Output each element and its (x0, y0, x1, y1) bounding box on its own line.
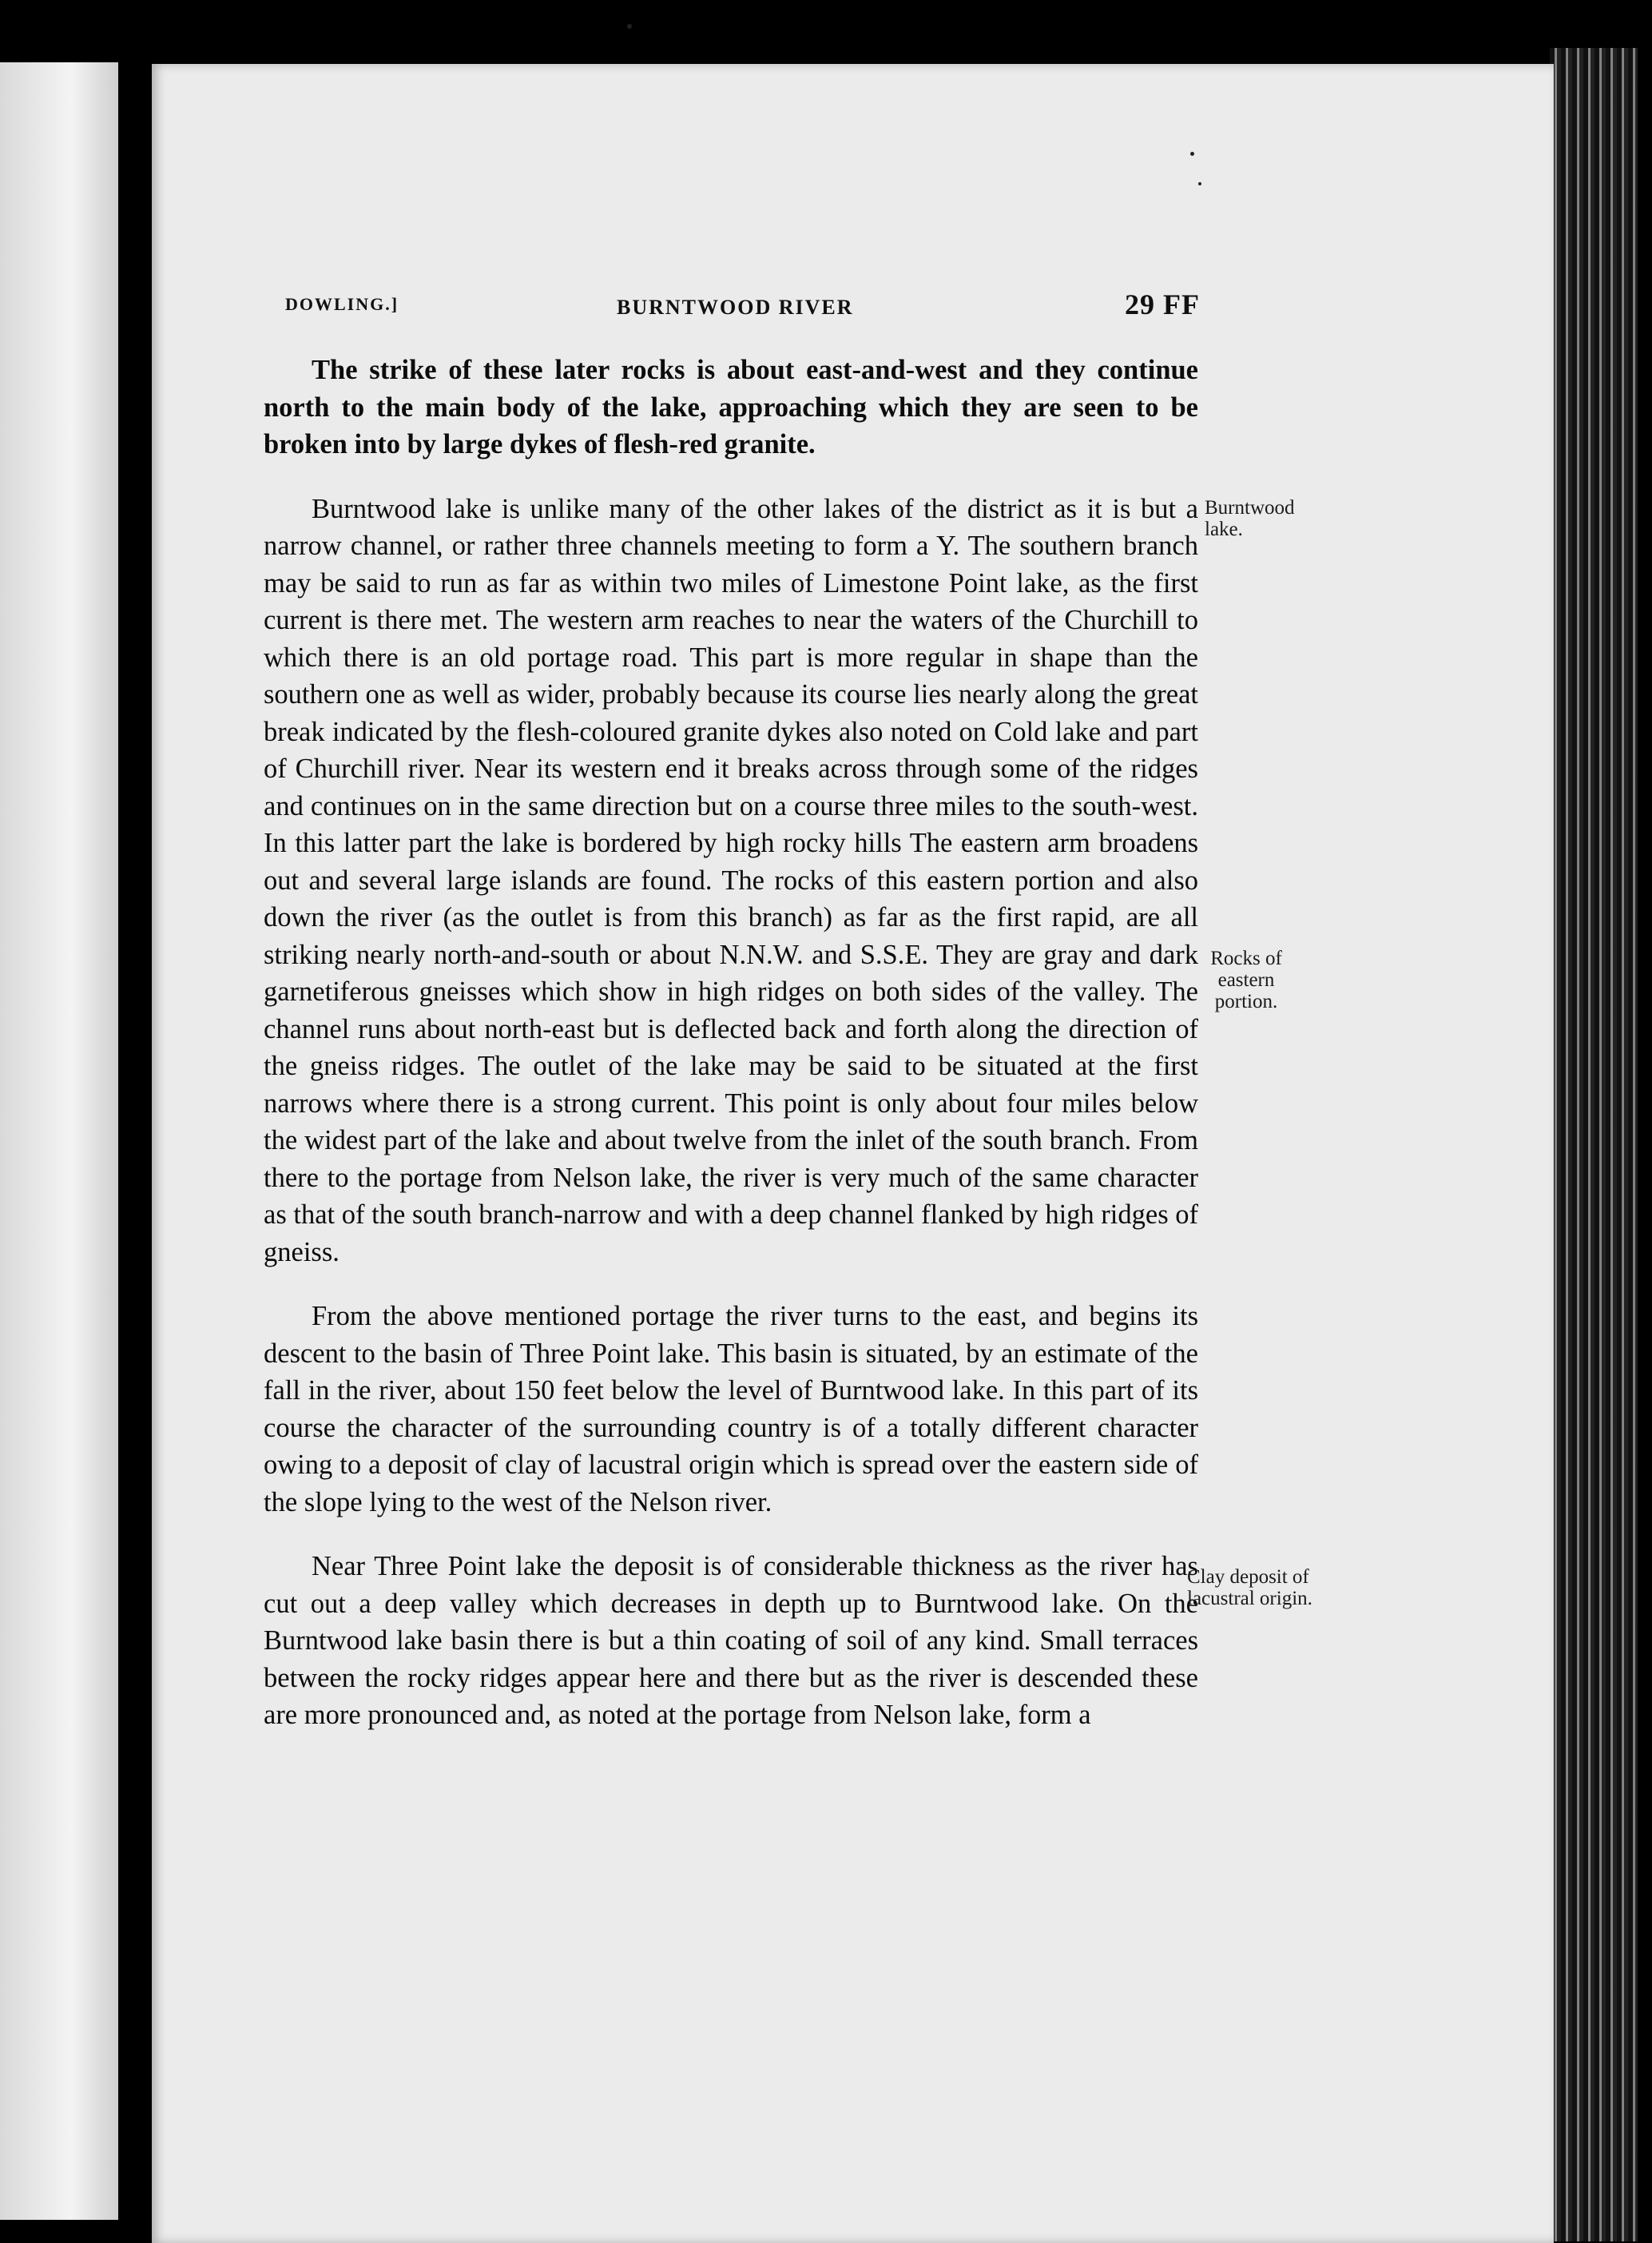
paragraph: Burntwood lake is unlike many of the other lakes of the district as it is but a narrow channel, or rather three channels meeting to form a Y. The southern branch may be said to run as far as within two miles of Limestone Point lake, as the first current is there met. The western arm reaches to near the waters of the Churchill to which there is an old portage road. This part is more regular in shape than the southern one as well as wider, probably because its course lies nearly along the great break indicated by the flesh-coloured granite dykes also noted on Cold lake and part of Churchill river. Near its western end it breaks across through some of the ridges and continues on in the same direction but on a course three miles to the south-west. In this latter part the lake is bordered by high rocky hills The eastern arm broadens out and several large islands are found. The rocks of this eastern portion and also down the river (as the outlet is from this branch) as far as the first rapid, are all striking nearly north-and-south or about N.N.W. and S.S.E. They are gray and dark garnetiferous gneisses which show in high ridges on both sides of the valley. The channel runs about north-east but is deflected back and forth along the direction of the gneiss ridges. The outlet of the lake may be said to be situated at the first narrows where there is a strong current. This point is only about four miles below the widest part of the lake and about twelve from the inlet of the south branch. From there to the portage from Nelson lake, the river is very much of the same character as that of the south branch-narrow and with a deep channel flanked by high ridges of gneiss. (264, 493, 1198, 1267)
paragraph: Near Three Point lake the deposit is of considerable thickness as the river has cut out a deep valley which decreases in depth up to Burntwood lake. On the Burntwood lake basin there is but a thin coating of soil of any kind. Small terraces between the rocky ridges appear here and there but as the river is descended these are more pronounced and, as noted at the portage from Nelson lake, form a (264, 1551, 1198, 1730)
scan-speck (627, 24, 632, 29)
page-edges (1550, 48, 1638, 2241)
header-title: BURNTWOOD RIVER (617, 296, 854, 319)
margin-note: Clay deposit of lacustral origin. (1187, 1566, 1312, 1609)
header-author: DOWLING.] (285, 294, 399, 314)
paragraph: From the above mentioned portage the river turns to the east, and begins its descent to the basin of Three Point lake. This basin is situated, by an estimate of the fall in the river, about 150 feet below the level of Burntwood lake. In this part of its course the character of the surrounding country is of a totally different character owing to a deposit of clay of lacustral origin which is spread over the eastern side of the slope lying to the west of the Nelson river. (264, 1301, 1198, 1517)
scan-speck (1198, 182, 1201, 185)
scan-speck (1190, 152, 1194, 156)
book-gutter (118, 32, 152, 2243)
paragraph: The strike of these later rocks is about east-and-west and they continue north to the main body of the lake, approaching which they are seen to be broken into by large dykes of flesh-red granite. (264, 355, 1198, 459)
margin-note: Rocks of eastern portion. (1210, 948, 1282, 1012)
running-header (285, 288, 1200, 328)
margin-note: Burntwood lake. (1205, 497, 1295, 540)
body-text (264, 352, 1198, 1761)
page-number: 29 FF (1125, 288, 1200, 320)
facing-page-edge (0, 62, 118, 2220)
